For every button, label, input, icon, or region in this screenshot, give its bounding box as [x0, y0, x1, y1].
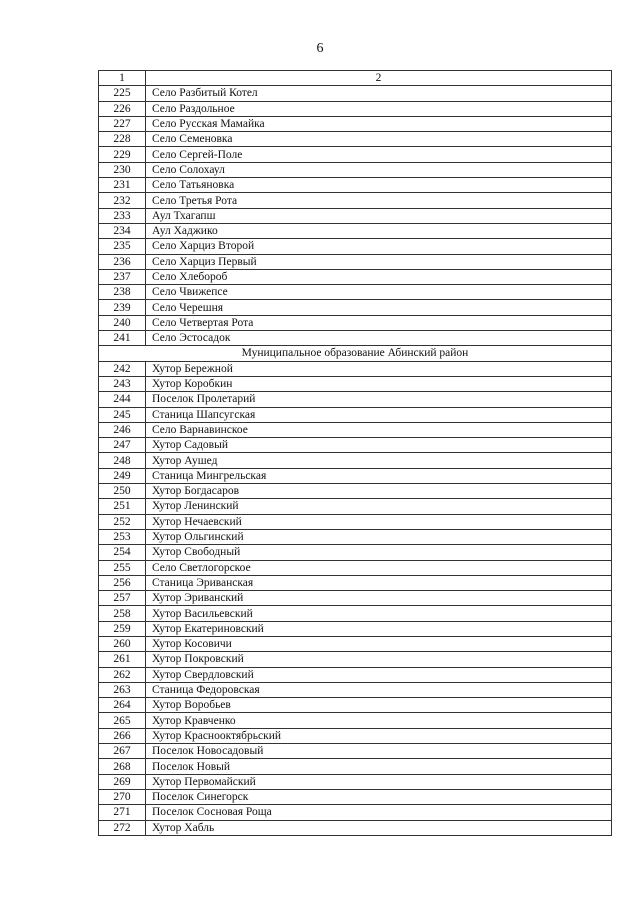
table-row [99, 178, 612, 193]
row-number: 225 [99, 86, 146, 101]
table-row [99, 132, 612, 147]
row-number: 258 [99, 606, 146, 621]
settlement-name: Станица Шапсугская [146, 407, 612, 422]
settlement-name: Хутор Свободный [146, 545, 612, 560]
table-row [99, 422, 612, 437]
column-header-2: 2 [146, 71, 612, 86]
table-row [99, 407, 612, 422]
row-number: 261 [99, 652, 146, 667]
table-row [99, 484, 612, 499]
row-number: 236 [99, 254, 146, 269]
settlements-table [98, 70, 612, 836]
table-row [99, 789, 612, 804]
table-row [99, 300, 612, 315]
table-row [99, 805, 612, 820]
settlement-name: Село Русская Мамайка [146, 116, 612, 131]
row-number: 256 [99, 575, 146, 590]
settlement-name: Поселок Новый [146, 759, 612, 774]
row-number: 234 [99, 223, 146, 238]
table-row [99, 820, 612, 835]
table-rows-group-b [99, 361, 612, 835]
settlement-name: Хутор Хабль [146, 820, 612, 835]
row-number: 228 [99, 132, 146, 147]
row-number: 271 [99, 805, 146, 820]
row-number: 265 [99, 713, 146, 728]
table-row [99, 392, 612, 407]
settlement-name: Станица Мингрельская [146, 468, 612, 483]
page-number: 6 [316, 41, 324, 56]
row-number: 241 [99, 331, 146, 346]
settlement-name: Хутор Покровский [146, 652, 612, 667]
row-number: 272 [99, 820, 146, 835]
row-number: 227 [99, 116, 146, 131]
table-row [99, 667, 612, 682]
settlement-name: Поселок Новосадовый [146, 744, 612, 759]
table-row [99, 361, 612, 376]
settlement-name: Аул Тхагапш [146, 208, 612, 223]
table-row [99, 254, 612, 269]
settlement-name: Хутор Екатериновский [146, 621, 612, 636]
settlement-name: Село Чвижепсе [146, 285, 612, 300]
row-number: 254 [99, 545, 146, 560]
row-number: 249 [99, 468, 146, 483]
settlement-name: Село Раздольное [146, 101, 612, 116]
row-number: 248 [99, 453, 146, 468]
row-number: 226 [99, 101, 146, 116]
settlement-name: Хутор Краснооктябрьский [146, 728, 612, 743]
table-row [99, 728, 612, 743]
settlement-name: Село Семеновка [146, 132, 612, 147]
row-number: 232 [99, 193, 146, 208]
row-number: 240 [99, 315, 146, 330]
table-row [99, 147, 612, 162]
row-number: 257 [99, 591, 146, 606]
settlement-name: Поселок Пролетарий [146, 392, 612, 407]
row-number: 259 [99, 621, 146, 636]
settlement-name: Хутор Бережной [146, 361, 612, 376]
settlement-name: Село Сергей-Поле [146, 147, 612, 162]
table-row [99, 545, 612, 560]
row-number: 244 [99, 392, 146, 407]
settlement-name: Хутор Ольгинский [146, 529, 612, 544]
row-number: 260 [99, 636, 146, 651]
table-row [99, 774, 612, 789]
settlement-name: Хутор Коробкин [146, 376, 612, 391]
settlement-name: Село Черешня [146, 300, 612, 315]
table-rows-group-a [99, 86, 612, 346]
table-row [99, 162, 612, 177]
table-row [99, 621, 612, 636]
settlement-name: Поселок Сосновая Роща [146, 805, 612, 820]
table-row [99, 606, 612, 621]
table-row [99, 759, 612, 774]
table-row [99, 652, 612, 667]
row-number: 231 [99, 178, 146, 193]
settlement-name: Хутор Воробьев [146, 698, 612, 713]
table-row [99, 116, 612, 131]
table-row [99, 285, 612, 300]
settlement-name: Хутор Косовичи [146, 636, 612, 651]
settlement-name: Село Хлебороб [146, 269, 612, 284]
section-row [99, 346, 612, 361]
row-number: 229 [99, 147, 146, 162]
row-number: 251 [99, 499, 146, 514]
table-row [99, 101, 612, 116]
table-row [99, 315, 612, 330]
settlement-name: Хутор Эриванский [146, 591, 612, 606]
column-header-1: 1 [99, 71, 146, 86]
settlement-name: Хутор Аушед [146, 453, 612, 468]
table-row [99, 713, 612, 728]
row-number: 267 [99, 744, 146, 759]
settlement-name: Хутор Васильевский [146, 606, 612, 621]
table-row [99, 636, 612, 651]
settlement-name: Хутор Первомайский [146, 774, 612, 789]
table-row [99, 269, 612, 284]
table-row [99, 468, 612, 483]
settlement-name: Хутор Свердловский [146, 667, 612, 682]
settlement-name: Поселок Синегорск [146, 789, 612, 804]
row-number: 266 [99, 728, 146, 743]
row-number: 247 [99, 438, 146, 453]
row-number: 270 [99, 789, 146, 804]
settlement-name: Село Харциз Второй [146, 239, 612, 254]
settlement-name: Станица Федоровская [146, 682, 612, 697]
settlement-name: Аул Хаджико [146, 223, 612, 238]
table-row [99, 453, 612, 468]
table-row [99, 682, 612, 697]
settlement-name: Село Третья Рота [146, 193, 612, 208]
settlement-name: Село Солохаул [146, 162, 612, 177]
table-row [99, 560, 612, 575]
row-number: 243 [99, 376, 146, 391]
row-number: 263 [99, 682, 146, 697]
row-number: 242 [99, 361, 146, 376]
settlement-name: Хутор Богдасаров [146, 484, 612, 499]
settlement-name: Село Татьяновка [146, 178, 612, 193]
row-number: 250 [99, 484, 146, 499]
settlement-name: Село Разбитый Котел [146, 86, 612, 101]
row-number: 262 [99, 667, 146, 682]
table-header-row [99, 71, 612, 86]
settlement-name: Хутор Садовый [146, 438, 612, 453]
table-row [99, 331, 612, 346]
settlement-name: Село Харциз Первый [146, 254, 612, 269]
table-row [99, 514, 612, 529]
settlement-name: Село Светлогорское [146, 560, 612, 575]
row-number: 233 [99, 208, 146, 223]
table-row [99, 744, 612, 759]
settlement-name: Хутор Нечаевский [146, 514, 612, 529]
settlement-name: Село Четвертая Рота [146, 315, 612, 330]
row-number: 246 [99, 422, 146, 437]
row-number: 264 [99, 698, 146, 713]
row-number: 238 [99, 285, 146, 300]
row-number: 252 [99, 514, 146, 529]
row-number: 245 [99, 407, 146, 422]
table-row [99, 376, 612, 391]
table-row [99, 193, 612, 208]
settlement-name: Село Варнавинское [146, 422, 612, 437]
settlement-name: Село Эстосадок [146, 331, 612, 346]
row-number: 253 [99, 529, 146, 544]
row-number: 268 [99, 759, 146, 774]
table-row [99, 591, 612, 606]
table-row [99, 575, 612, 590]
table-row [99, 208, 612, 223]
row-number: 235 [99, 239, 146, 254]
row-number: 239 [99, 300, 146, 315]
table-row [99, 239, 612, 254]
settlement-name: Станица Эриванская [146, 575, 612, 590]
row-number: 255 [99, 560, 146, 575]
settlement-name: Хутор Кравченко [146, 713, 612, 728]
table-row [99, 438, 612, 453]
section-title: Муниципальное образование Абинский район [99, 346, 612, 361]
row-number: 269 [99, 774, 146, 789]
row-number: 230 [99, 162, 146, 177]
table-row [99, 698, 612, 713]
row-number: 237 [99, 269, 146, 284]
table-row [99, 499, 612, 514]
table-row [99, 223, 612, 238]
table-row [99, 86, 612, 101]
settlement-name: Хутор Ленинский [146, 499, 612, 514]
table-row [99, 529, 612, 544]
